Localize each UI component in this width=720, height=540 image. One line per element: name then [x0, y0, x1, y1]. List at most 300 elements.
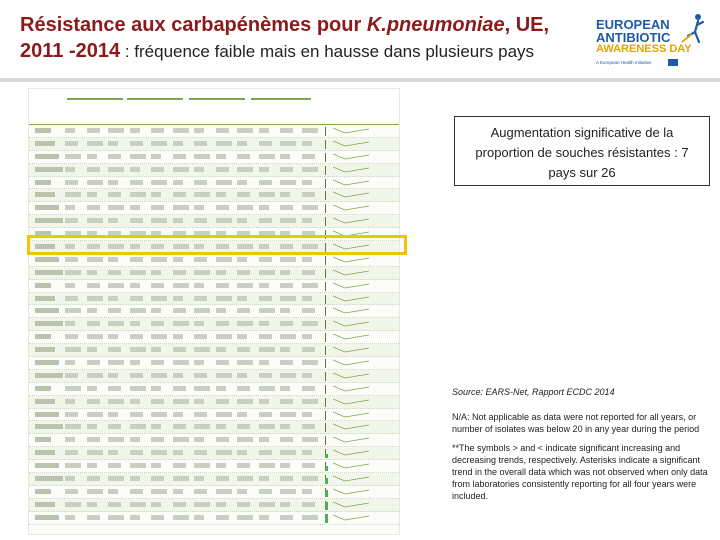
- table-cell: [237, 399, 253, 404]
- trend-axis: [325, 179, 328, 188]
- table-cell: [65, 515, 75, 520]
- table-cell: [280, 437, 293, 442]
- eu-flag-icon: [668, 59, 678, 66]
- table-cell: [259, 463, 275, 468]
- header-band: [251, 98, 311, 100]
- table-cell: [151, 270, 161, 275]
- table-cell: [87, 347, 97, 352]
- table-cell: [173, 141, 183, 146]
- table-cell: [65, 476, 75, 481]
- trend-axis: [325, 411, 328, 420]
- trend-axis: [325, 423, 328, 432]
- table-row: [29, 318, 400, 331]
- table-cell: [130, 180, 143, 185]
- table-cell: [108, 515, 124, 520]
- table-cell: [302, 360, 318, 365]
- trend-axis: [325, 191, 328, 200]
- table-cell: [280, 399, 293, 404]
- table-cell: [108, 321, 124, 326]
- sparkline: [333, 474, 373, 484]
- table-cell: [259, 192, 275, 197]
- sparkline: [333, 384, 373, 394]
- table-cell: [108, 399, 124, 404]
- country-cell: [35, 192, 55, 197]
- table-cell: [151, 180, 167, 185]
- trend-axis: [325, 307, 328, 316]
- table-cell: [130, 463, 146, 468]
- table-rows: [29, 125, 400, 525]
- table-cell: [216, 412, 232, 417]
- table-cell: [259, 502, 275, 507]
- slide-header: [0, 0, 720, 78]
- table-cell: [65, 424, 81, 429]
- table-cell: [108, 360, 124, 365]
- table-cell: [194, 386, 210, 391]
- table-cell: [216, 141, 232, 146]
- table-cell: [280, 360, 293, 365]
- row-cells: [65, 515, 323, 521]
- table-cell: [216, 218, 232, 223]
- table-cell: [216, 437, 229, 442]
- table-cell: [173, 218, 183, 223]
- table-cell: [87, 296, 103, 301]
- table-cell: [130, 360, 140, 365]
- table-cell: [280, 334, 296, 339]
- table-cell: [280, 283, 293, 288]
- table-cell: [237, 386, 250, 391]
- table-cell: [151, 321, 164, 326]
- table-cell: [173, 412, 183, 417]
- table-cell: [65, 463, 81, 468]
- table-cell: [151, 218, 167, 223]
- table-cell: [194, 450, 207, 455]
- country-cell: [35, 424, 63, 429]
- table-cell: [216, 321, 229, 326]
- table-cell: [302, 308, 315, 313]
- trend-bar: [325, 514, 328, 523]
- trend-axis: [325, 256, 328, 265]
- country-cell: [35, 437, 51, 442]
- ecdc-resistance-table-image: [28, 88, 400, 535]
- table-row: [29, 357, 400, 370]
- title-years: 2011 -2014: [20, 40, 121, 62]
- trend-bar: [325, 490, 328, 497]
- table-cell: [194, 360, 204, 365]
- table-cell: [65, 450, 78, 455]
- table-cell: [130, 296, 143, 301]
- table-cell: [194, 502, 210, 507]
- table-cell: [280, 270, 290, 275]
- table-cell: [151, 334, 167, 339]
- title-text-b: , UE,: [504, 14, 550, 36]
- table-cell: [151, 308, 161, 313]
- sparkline: [333, 306, 373, 316]
- table-cell: [237, 296, 247, 301]
- table-cell: [151, 373, 167, 378]
- table-cell: [194, 205, 204, 210]
- table-cell: [130, 128, 140, 133]
- table-cell: [130, 437, 140, 442]
- table-cell: [65, 180, 78, 185]
- table-cell: [194, 192, 210, 197]
- row-cells: [65, 128, 323, 134]
- sparkline: [333, 513, 373, 523]
- table-cell: [194, 296, 207, 301]
- table-cell: [302, 412, 312, 417]
- country-cell: [35, 257, 59, 262]
- table-cell: [302, 424, 315, 429]
- table-cell: [130, 412, 143, 417]
- table-cell: [302, 515, 318, 520]
- table-cell: [237, 489, 247, 494]
- table-cell: [65, 308, 81, 313]
- table-cell: [130, 386, 146, 391]
- table-cell: [194, 308, 210, 313]
- table-cell: [173, 463, 186, 468]
- table-cell: [65, 334, 78, 339]
- country-cell: [35, 399, 55, 404]
- table-cell: [237, 141, 247, 146]
- country-cell: [35, 321, 63, 326]
- trend-bar: [325, 466, 328, 471]
- table-cell: [65, 321, 75, 326]
- trend-axis: [325, 166, 328, 175]
- table-header: [29, 89, 400, 125]
- table-cell: [130, 373, 143, 378]
- table-cell: [259, 437, 269, 442]
- table-cell: [302, 489, 312, 494]
- table-cell: [65, 412, 78, 417]
- trend-axis: [325, 127, 328, 136]
- country-cell: [35, 412, 59, 417]
- table-cell: [259, 476, 269, 481]
- table-cell: [302, 270, 315, 275]
- country-cell: [35, 334, 51, 339]
- table-cell: [237, 334, 247, 339]
- row-cells: [65, 205, 323, 211]
- table-cell: [302, 437, 318, 442]
- table-cell: [130, 334, 143, 339]
- table-cell: [216, 154, 226, 159]
- table-cell: [302, 347, 315, 352]
- trend-axis: [325, 269, 328, 278]
- table-cell: [237, 476, 253, 481]
- table-row: [29, 421, 400, 434]
- table-cell: [280, 476, 293, 481]
- table-cell: [108, 489, 118, 494]
- table-row: [29, 512, 400, 525]
- header-band: [127, 98, 183, 100]
- table-cell: [216, 192, 226, 197]
- table-cell: [87, 257, 103, 262]
- table-cell: [302, 321, 318, 326]
- table-cell: [151, 283, 164, 288]
- table-cell: [173, 154, 186, 159]
- table-cell: [302, 386, 315, 391]
- table-cell: [259, 205, 269, 210]
- table-cell: [280, 502, 290, 507]
- table-cell: [237, 180, 247, 185]
- table-row: [29, 280, 400, 293]
- table-cell: [216, 205, 229, 210]
- sparkline: [333, 216, 373, 226]
- row-cells: [65, 424, 323, 430]
- table-row: [29, 215, 400, 228]
- country-cell: [35, 360, 59, 365]
- table-cell: [237, 167, 253, 172]
- table-cell: [194, 489, 207, 494]
- table-cell: [194, 141, 207, 146]
- table-cell: [216, 347, 226, 352]
- table-cell: [194, 515, 204, 520]
- table-cell: [87, 270, 97, 275]
- table-cell: [194, 437, 204, 442]
- table-cell: [280, 128, 293, 133]
- table-cell: [108, 154, 121, 159]
- table-cell: [130, 192, 146, 197]
- country-cell: [35, 296, 55, 301]
- table-cell: [216, 502, 226, 507]
- table-cell: [151, 412, 167, 417]
- table-cell: [302, 192, 315, 197]
- table-cell: [194, 257, 207, 262]
- table-cell: [280, 347, 290, 352]
- table-cell: [302, 218, 312, 223]
- trend-bar: [325, 454, 328, 458]
- table-cell: [151, 128, 164, 133]
- header-band: [67, 98, 123, 100]
- country-cell: [35, 205, 59, 210]
- table-cell: [280, 205, 293, 210]
- table-cell: [108, 283, 124, 288]
- table-cell: [108, 218, 118, 223]
- table-cell: [280, 141, 296, 146]
- row-cells: [65, 296, 323, 302]
- sparkline: [333, 281, 373, 291]
- table-cell: [108, 308, 121, 313]
- table-cell: [302, 296, 312, 301]
- table-cell: [173, 399, 189, 404]
- table-cell: [302, 283, 318, 288]
- table-cell: [65, 437, 75, 442]
- table-cell: [194, 424, 210, 429]
- table-cell: [280, 180, 296, 185]
- table-cell: [173, 502, 186, 507]
- table-cell: [237, 218, 247, 223]
- table-cell: [130, 257, 143, 262]
- table-cell: [237, 205, 253, 210]
- row-cells: [65, 450, 323, 456]
- trend-axis: [325, 372, 328, 381]
- sparkline: [333, 203, 373, 213]
- table-cell: [302, 141, 312, 146]
- table-cell: [108, 412, 118, 417]
- table-cell: [280, 257, 296, 262]
- table-cell: [194, 218, 207, 223]
- table-cell: [237, 347, 250, 352]
- eaad-logo: [596, 12, 708, 70]
- table-cell: [280, 515, 293, 520]
- table-cell: [216, 167, 229, 172]
- table-cell: [194, 334, 207, 339]
- row-cells: [65, 476, 323, 482]
- trend-axis: [325, 359, 328, 368]
- table-cell: [151, 141, 167, 146]
- table-cell: [108, 192, 121, 197]
- table-cell: [259, 399, 269, 404]
- table-cell: [237, 192, 250, 197]
- sparkline: [333, 139, 373, 149]
- table-cell: [194, 321, 204, 326]
- table-cell: [173, 386, 186, 391]
- table-cell: [151, 437, 164, 442]
- table-row: [29, 202, 400, 215]
- table-cell: [194, 399, 204, 404]
- country-cell: [35, 373, 63, 378]
- table-cell: [108, 205, 124, 210]
- table-cell: [173, 347, 186, 352]
- table-cell: [280, 386, 290, 391]
- table-cell: [194, 476, 204, 481]
- table-cell: [259, 141, 272, 146]
- trend-axis: [325, 320, 328, 329]
- country-cell: [35, 218, 63, 223]
- table-cell: [216, 296, 232, 301]
- table-row: [29, 177, 400, 190]
- table-row: [29, 293, 400, 306]
- table-cell: [280, 296, 296, 301]
- table-cell: [237, 128, 253, 133]
- table-row: [29, 383, 400, 396]
- table-cell: [108, 373, 118, 378]
- table-cell: [259, 270, 275, 275]
- table-cell: [194, 180, 207, 185]
- table-cell: [130, 347, 146, 352]
- row-cells: [65, 412, 323, 418]
- table-cell: [280, 167, 293, 172]
- country-cell: [35, 489, 51, 494]
- table-cell: [216, 450, 232, 455]
- table-cell: [173, 424, 186, 429]
- sparkline: [333, 126, 373, 136]
- country-cell: [35, 308, 59, 313]
- trend-bar: [325, 478, 328, 484]
- table-cell: [302, 502, 315, 507]
- row-cells: [65, 386, 323, 392]
- table-cell: [87, 154, 97, 159]
- table-cell: [65, 154, 81, 159]
- table-cell: [108, 257, 118, 262]
- row-cells: [65, 283, 323, 289]
- table-row: [29, 164, 400, 177]
- country-cell: [35, 128, 51, 133]
- table-cell: [280, 308, 290, 313]
- table-cell: [280, 373, 296, 378]
- country-cell: [35, 347, 55, 352]
- table-cell: [87, 502, 97, 507]
- country-cell: [35, 515, 59, 520]
- table-cell: [108, 270, 121, 275]
- country-cell: [35, 450, 55, 455]
- table-cell: [216, 308, 226, 313]
- table-cell: [108, 386, 121, 391]
- sparkline: [333, 487, 373, 497]
- logo-line-3: AWARENESS DAY: [596, 43, 692, 55]
- logo-tagline: A European Health Initiative: [596, 60, 652, 65]
- sparkline: [333, 319, 373, 329]
- row-cells: [65, 257, 323, 263]
- table-cell: [65, 489, 78, 494]
- table-cell: [87, 515, 100, 520]
- table-cell: [65, 386, 81, 391]
- table-cell: [87, 283, 100, 288]
- table-cell: [108, 347, 121, 352]
- row-cells: [65, 437, 323, 443]
- table-cell: [151, 257, 167, 262]
- table-cell: [173, 128, 189, 133]
- table-cell: [65, 399, 75, 404]
- trend-axis: [325, 153, 328, 162]
- table-cell: [259, 360, 269, 365]
- table-cell: [65, 347, 81, 352]
- row-cells: [65, 180, 323, 186]
- sparkline: [333, 397, 373, 407]
- table-cell: [130, 308, 146, 313]
- table-cell: [194, 283, 204, 288]
- table-cell: [173, 450, 183, 455]
- trend-axis: [325, 346, 328, 355]
- sparkline: [333, 165, 373, 175]
- table-cell: [87, 489, 103, 494]
- table-cell: [216, 476, 229, 481]
- table-cell: [108, 424, 121, 429]
- table-cell: [237, 412, 247, 417]
- table-cell: [237, 360, 253, 365]
- country-cell: [35, 386, 51, 391]
- table-cell: [216, 283, 229, 288]
- table-cell: [259, 373, 272, 378]
- table-cell: [87, 450, 103, 455]
- table-cell: [173, 167, 189, 172]
- row-cells: [65, 489, 323, 495]
- table-cell: [216, 515, 229, 520]
- table-cell: [87, 424, 97, 429]
- notes-block: [452, 386, 714, 509]
- table-cell: [65, 296, 78, 301]
- table-cell: [173, 270, 186, 275]
- table-cell: [173, 334, 183, 339]
- table-cell: [302, 450, 312, 455]
- logo-line-2: ANTIBIOTIC: [596, 30, 671, 45]
- table-cell: [302, 154, 315, 159]
- trend-axis: [325, 295, 328, 304]
- table-cell: [130, 476, 140, 481]
- table-cell: [237, 502, 250, 507]
- table-cell: [65, 270, 81, 275]
- table-cell: [87, 180, 103, 185]
- table-row: [29, 344, 400, 357]
- table-row: [29, 434, 400, 447]
- table-cell: [237, 437, 253, 442]
- table-cell: [259, 489, 272, 494]
- table-cell: [173, 205, 189, 210]
- country-cell: [35, 283, 51, 288]
- country-cell: [35, 154, 59, 159]
- row-cells: [65, 154, 323, 160]
- table-cell: [237, 450, 247, 455]
- table-row: [29, 447, 400, 460]
- row-cells: [65, 270, 323, 276]
